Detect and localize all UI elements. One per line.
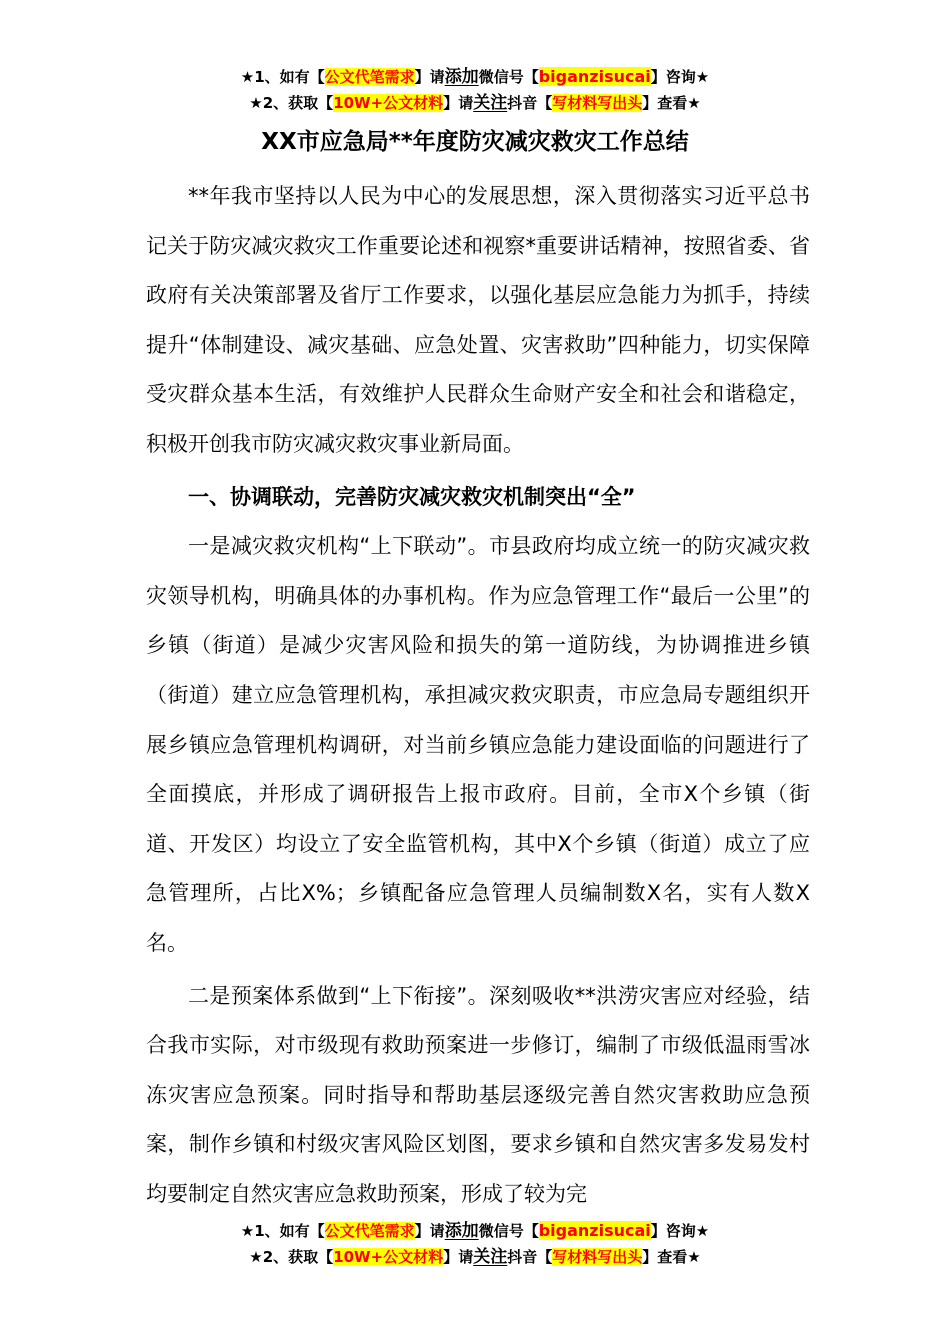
star-icon: ★ (695, 68, 710, 86)
star-icon: ★ (687, 1248, 701, 1266)
wechat-id-highlight: biganzisucai (538, 1221, 651, 1240)
promo-text: 1、如有【 (254, 68, 325, 86)
promo-text: 2、获取【 (262, 1248, 334, 1266)
promo-text: 】请 (414, 1222, 445, 1240)
promo-emphasis: 关注 (473, 93, 508, 113)
star-icon: ★ (249, 1248, 263, 1266)
promo-banner-top (0, 64, 950, 116)
promo-text: 】查看 (642, 94, 688, 112)
douyin-highlight: 写材料写出头 (552, 1248, 643, 1266)
promo-emphasis: 添加 (444, 67, 479, 87)
section-heading: 一、协调联动，完善防灾减灾救灾机制突出“全” (188, 484, 636, 509)
promo-text: 抖音【 (507, 1248, 553, 1266)
promo-text: 2、获取【 (262, 94, 334, 112)
promo-text: 】咨询 (650, 68, 696, 86)
promo-emphasis: 添加 (444, 1221, 479, 1241)
star-icon: ★ (240, 1222, 255, 1240)
document-body (146, 172, 810, 1219)
promo-text: 】请 (443, 1248, 474, 1266)
promo-line-1 (0, 64, 950, 90)
promo-line-1 (0, 1218, 950, 1244)
promo-text: 】查看 (642, 1248, 688, 1266)
paragraph-intro: **年我市坚持以人民为中心的发展思想，深入贯彻落实习近平总书记关于防灾减灾救灾工作重要论述和视察*重要讲话精神，按照省委、省政府有关决策部署及省厅工作要求，以强化基层应急能力为抓手，持续提升“体制建设、减灾基础、应急处置、灾害救助”四种能力，切实保障受灾群众基本生活，有效维护人民群众生命财产安全和社会和谐稳定，积极开创我市防灾减灾救灾事业新局面。 (146, 184, 810, 456)
promo-text: 】咨询 (650, 1222, 696, 1240)
star-icon: ★ (240, 68, 255, 86)
promo-text: 微信号【 (478, 1222, 539, 1240)
promo-highlight: 公文代笔需求 (324, 68, 415, 86)
star-icon: ★ (695, 1222, 710, 1240)
star-icon: ★ (249, 94, 263, 112)
document-title: XX市应急局**年度防灾减灾救灾工作总结 (261, 129, 689, 155)
promo-highlight: 公文代笔需求 (324, 1222, 415, 1240)
douyin-highlight: 写材料写出头 (552, 94, 643, 112)
wechat-id-highlight: biganzisucai (538, 67, 651, 86)
promo-emphasis: 关注 (473, 1247, 508, 1267)
promo-highlight: 10W+公文材料 (333, 94, 444, 112)
paragraph: 二是预案体系做到“上下衔接”。深刻吸收**洪涝灾害应对经验，结合我市实际，对市级现有救助预案进一步修订，编制了市级低温雨雪冰冻灾害应急预案。同时指导和帮助基层逐级完善自然灾害救助应急预案，制作乡镇和村级灾害风险区划图，要求乡镇和自然灾害多发易发村均要制定自然灾害应急救助预案，形成了较为完 (146, 983, 810, 1206)
paragraph: 一是减灾救灾机构“上下联动”。市县政府均成立统一的防灾减灾救灾领导机构，明确具体的办事机构。作为应急管理工作“最后一公里”的乡镇（街道）是减少灾害风险和损失的第一道防线，为协调推进乡镇（街道）建立应急管理机构，承担减灾救灾职责，市应急局专题组织开展乡镇应急管理机构调研，对当前乡镇应急能力建设面临的问题进行了全面摸底，并形成了调研报告上报市政府。目前，全市X个乡镇（街道、开发区）均设立了安全监管机构，其中X个乡镇（街道）成立了应急管理所，占比X%；乡镇配备应急管理人员编制数X名，实有人数X名。 (146, 534, 810, 955)
promo-line-2 (0, 1244, 950, 1270)
promo-line-2 (0, 90, 950, 116)
promo-text: 微信号【 (478, 68, 539, 86)
star-icon: ★ (687, 94, 701, 112)
promo-banner-bottom (0, 1218, 950, 1270)
promo-text: 1、如有【 (254, 1222, 325, 1240)
promo-text: 】请 (443, 94, 474, 112)
promo-text: 抖音【 (507, 94, 553, 112)
promo-text: 】请 (414, 68, 445, 86)
promo-highlight: 10W+公文材料 (333, 1248, 444, 1266)
